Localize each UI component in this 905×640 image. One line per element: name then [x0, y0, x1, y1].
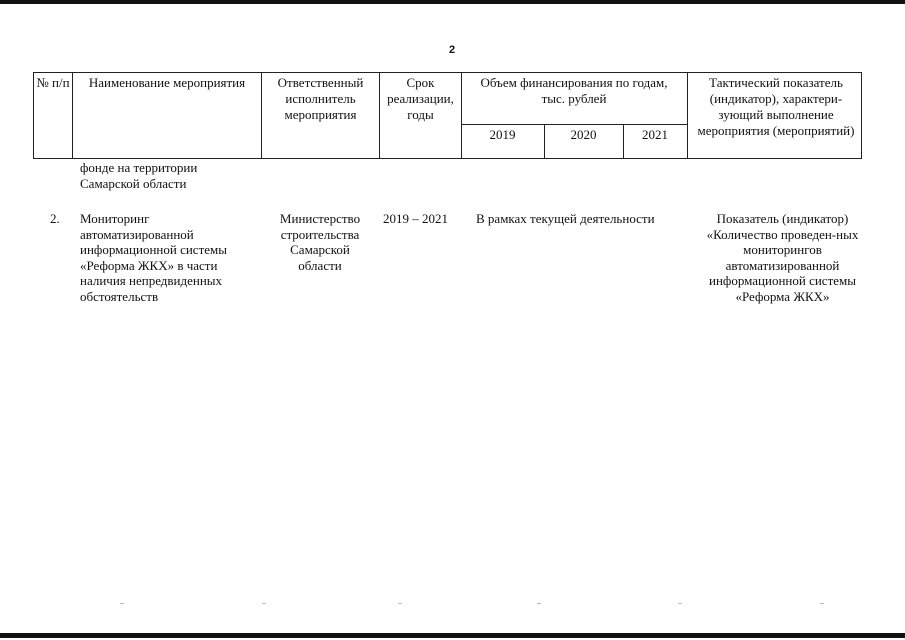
table-header [33, 72, 862, 159]
header-term: Срок реализации, годы [387, 75, 454, 122]
header-executor: Ответственный исполнитель мероприятия [277, 75, 364, 122]
page-number: 2 [448, 44, 456, 56]
page-bottom-edge [0, 633, 905, 638]
header-number: № п/п [36, 75, 70, 90]
row-executor: Министерство строительства Самарской области [279, 211, 361, 273]
header-name: Наименование мероприятия [88, 75, 246, 90]
row-name: Мониторинг автоматизированной информационной системы «Реформа ЖКХ» в части наличия непредвиденных обстоятельств [80, 211, 227, 304]
row-financing: В рамках текущей деятельности [476, 211, 655, 226]
header-financing: Объем финансирования по годам, тыс. рублей [480, 75, 668, 106]
column-divider [379, 73, 380, 159]
header-year-2021: 2021 [642, 127, 668, 142]
column-divider [687, 73, 688, 159]
years-divider [461, 124, 687, 125]
row-indicator: Показатель (индикатор) «Количество проведен-ных мониторингов автоматизированной информационной системы «Реформа ЖКХ» [706, 211, 859, 304]
page-top-edge [0, 0, 905, 4]
header-indicator: Тактический показатель (индикатор), характери-зующий выполнение мероприятия (мероприятий) [697, 75, 855, 138]
column-divider [261, 73, 262, 159]
column-divider [461, 73, 462, 159]
row-term: 2019 – 2021 [383, 211, 448, 226]
header-year-2020: 2020 [570, 127, 597, 142]
header-year-2019: 2019 [489, 127, 516, 142]
column-divider [72, 73, 73, 159]
continuation-text: фонде на территории Самарской области [80, 160, 198, 191]
row-number: 2. [50, 211, 60, 226]
